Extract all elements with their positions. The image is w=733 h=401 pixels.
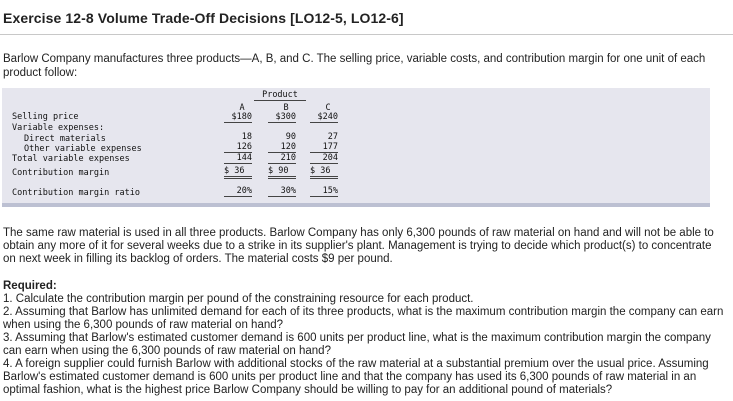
- cell-other-variable-a: 126: [224, 142, 252, 153]
- intro-text: Barlow Company manufactures three products—A, B, and C. The selling price, variable costs, and contribution margin for one unit of each product follow:: [3, 53, 706, 79]
- scenario-paragraph: The same raw material is used in all three products. Barlow Company has only 6,300 pounds of raw material on hand and will not be able to obtain any more of it for several weeks due to a strike in its supplier's plant. Management is trying to decide which product(s) to concentrate on next week in filling its backlog of orders. The material costs $9 per pound.: [3, 227, 714, 265]
- cell-contribution-margin-a: $ 36: [224, 166, 252, 179]
- row-label-selling-price: Selling price: [12, 112, 79, 122]
- column-header-c: C: [325, 103, 331, 113]
- cell-contribution-margin-b: $ 90: [268, 166, 296, 179]
- cell-cm-ratio-a: 20%: [224, 186, 252, 197]
- row-label-contribution-margin: Contribution margin: [12, 168, 110, 178]
- title-divider: [0, 34, 733, 35]
- cell-total-variable-a: 144: [224, 153, 252, 164]
- cell-contribution-margin-c: $ 36: [310, 166, 338, 179]
- product-table: [2, 88, 710, 207]
- cell-direct-materials-c: 27: [327, 132, 338, 142]
- row-label-cm-ratio: Contribution margin ratio: [12, 188, 140, 198]
- cell-direct-materials-a: 18: [241, 132, 252, 142]
- cell-selling-price-c: $240: [310, 112, 338, 123]
- row-label-variable-expenses: Variable expenses:: [12, 123, 105, 133]
- required-item-1: 1. Calculate the contribution margin per pound of the constraining resource for each product.: [3, 293, 474, 305]
- required-item-3: 3. Assuming that Barlow's estimated customer demand is 600 units per product line, what is the maximum contribution margin the company can earn when using the 6,300 pounds of raw material on hand?: [3, 332, 711, 357]
- cell-selling-price-a: $180: [224, 112, 252, 123]
- cell-total-variable-c: 204: [310, 153, 338, 164]
- required-item-2: 2. Assuming that Barlow has unlimited demand for each of its three products, what is the maximum contribution margin the company can earn when using the 6,300 pounds of raw material on hand?: [3, 306, 724, 331]
- cell-cm-ratio-b: 30%: [268, 186, 296, 197]
- required-heading: Required:: [3, 280, 57, 292]
- required-item-4: 4. A foreign supplier could furnish Barlow with additional stocks of the raw material at a substantial premium over the usual price. Assuming Barlow's estimated customer demand is 600 units per product line and that the company has used its 6,300 pounds of raw material in an optimal fashion, what is the highest price Barlow Company should be willing to pay for an additional pound of materials?: [3, 358, 709, 396]
- product-group-header: Product: [254, 90, 306, 101]
- cell-total-variable-b: 210: [268, 153, 296, 164]
- row-label-other-variable: Other variable expenses: [24, 144, 142, 154]
- cell-selling-price-b: $300: [268, 112, 296, 123]
- cell-other-variable-c: 177: [310, 142, 338, 153]
- row-label-total-variable: Total variable expenses: [12, 154, 130, 164]
- cell-cm-ratio-c: 15%: [310, 186, 338, 197]
- column-header-a: A: [239, 103, 245, 113]
- cell-other-variable-b: 120: [268, 142, 296, 153]
- column-header-b: B: [283, 103, 289, 113]
- row-label-direct-materials: Direct materials: [24, 134, 106, 144]
- exercise-title: Exercise 12-8 Volume Trade-Off Decisions [LO12-5, LO12-6]: [3, 10, 404, 26]
- cell-direct-materials-b: 90: [285, 132, 296, 142]
